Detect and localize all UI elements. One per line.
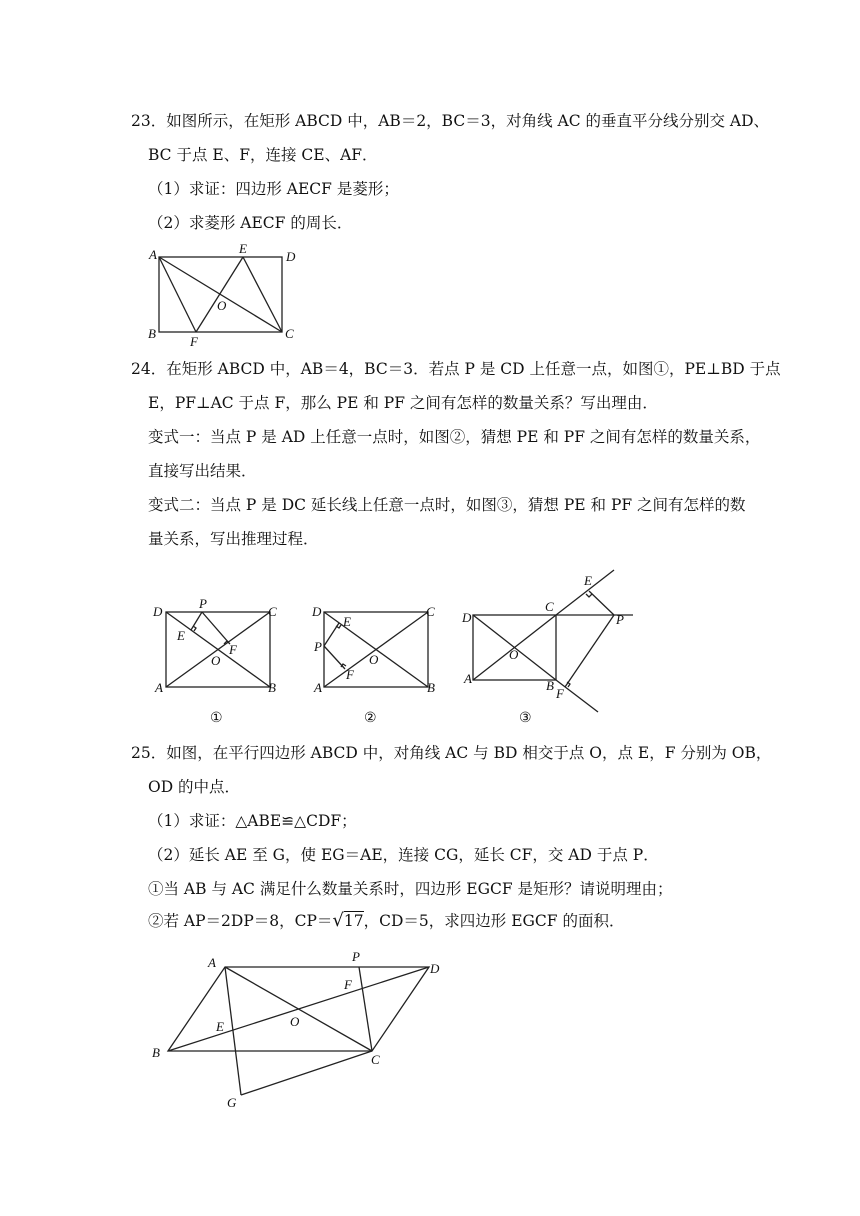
svg-text:D: D	[462, 610, 472, 625]
q23-line2: BC 于点 E、F，连接 CE、AF．	[148, 146, 378, 164]
q25-line2: OD 的中点．	[148, 778, 241, 796]
q25-segment-ag	[225, 967, 241, 1095]
q25-part1: （1）求证：△ABE≌△CDF；	[148, 812, 357, 830]
svg-text:F: F	[344, 977, 352, 992]
svg-text:C: C	[268, 604, 277, 619]
svg-text:O: O	[509, 647, 519, 662]
q24-figure-1	[152, 596, 277, 726]
q23-label-f: F	[190, 334, 198, 349]
svg-text:D: D	[153, 604, 163, 619]
q25-sub2-sqrt: 17	[343, 912, 364, 930]
svg-text:A: A	[464, 671, 472, 686]
svg-text:F: F	[346, 667, 354, 682]
q25-diagonal-bd	[168, 967, 429, 1051]
svg-text:O: O	[290, 1014, 300, 1029]
q24-caption-3: ③	[519, 711, 532, 726]
svg-text:B: B	[152, 1045, 160, 1060]
q24-variant2-line1: 变式二：当点 P 是 DC 延长线上任意一点时，如图③，猜想 PE 和 PF 之间有怎样的数	[148, 496, 746, 514]
svg-text:A: A	[208, 955, 216, 970]
q25-part2: （2）延长 AE 至 G，使 EG＝AE，连接 CG，延长 CF，交 AD 于点 P．	[148, 846, 659, 864]
q23-part2: （2）求菱形 AECF 的周长．	[148, 214, 353, 232]
svg-text:B: B	[268, 680, 276, 695]
svg-text:C: C	[426, 604, 435, 619]
q24-figure-2	[311, 604, 435, 726]
svg-text:E: E	[216, 1019, 224, 1034]
q24-figure-3	[461, 570, 633, 726]
q24-caption-1: ①	[210, 711, 223, 726]
q23-perp-bisector-ef	[196, 257, 243, 332]
svg-text:A: A	[155, 680, 163, 695]
svg-text:P: P	[616, 612, 624, 627]
svg-text:D: D	[430, 961, 440, 976]
svg-text:P: P	[199, 596, 207, 611]
svg-text:F: F	[556, 686, 564, 701]
svg-text:G: G	[227, 1095, 237, 1110]
q24-variant1-line1: 变式一：当点 P 是 AD 上任意一点时，如图②，猜想 PE 和 PF 之间有怎样的数量关系，	[148, 428, 761, 446]
svg-text:E: E	[584, 573, 592, 588]
q25-sub2-pre: ②若 AP＝2DP＝8，CP＝	[148, 912, 333, 930]
q24-variant2-line2: 量关系，写出推理过程．	[148, 530, 319, 548]
q23-label-o: O	[217, 298, 227, 313]
svg-text:D: D	[312, 604, 322, 619]
q23-label-a: A	[149, 247, 157, 262]
svg-text:P: P	[314, 639, 322, 654]
svg-text:E: E	[343, 614, 351, 629]
q23-label-e: E	[239, 241, 247, 256]
q25-segment-gc	[241, 1051, 372, 1095]
q25-segment-cp	[359, 967, 372, 1051]
q24-caption-2: ②	[364, 711, 377, 726]
q24-line2: E，PF⊥AC 于点 F，那么 PE 和 PF 之间有怎样的数量关系？写出理由．	[148, 394, 658, 412]
q25-sub2	[148, 911, 624, 931]
svg-text:P: P	[352, 949, 360, 964]
svg-text:O: O	[211, 653, 221, 668]
svg-text:E: E	[177, 628, 185, 643]
q24-figures	[140, 565, 650, 730]
q25-line1: 25．如图，在平行四边形 ABCD 中，对角线 AC 与 BD 相交于点 O，点 E，F 分别为 OB，	[131, 744, 772, 762]
q25-sub2-post: ，CD＝5，求四边形 EGCF 的面积．	[363, 912, 625, 930]
q23-figure	[140, 240, 310, 350]
q24-variant1-line2: 直接写出结果．	[148, 462, 257, 480]
svg-text:B: B	[427, 680, 435, 695]
sqrt-radical: √	[332, 910, 344, 931]
q25-sub1: ①当 AB 与 AC 满足什么数量关系时，四边形 EGCF 是矩形？请说明理由；	[148, 880, 673, 898]
svg-text:F: F	[229, 642, 237, 657]
q23-label-c: C	[285, 326, 294, 341]
svg-text:C: C	[545, 599, 554, 614]
q23-label-d: D	[286, 249, 296, 264]
q25-figure	[140, 945, 460, 1115]
svg-text:O: O	[369, 652, 379, 667]
svg-text:A: A	[314, 680, 322, 695]
q24-line1: 24．在矩形 ABCD 中，AB＝4，BC＝3．若点 P 是 CD 上任意一点，如图①，PE⊥BD 于点	[131, 360, 781, 378]
q23-label-b: B	[148, 326, 156, 341]
svg-text:C: C	[371, 1052, 380, 1067]
q23-part1: （1）求证：四边形 AECF 是菱形；	[148, 180, 399, 198]
q23-line1: 23．如图所示，在矩形 ABCD 中，AB＝2，BC＝3，对角线 AC 的垂直平分线分别交 AD、	[131, 112, 770, 130]
svg-text:B: B	[546, 678, 554, 693]
